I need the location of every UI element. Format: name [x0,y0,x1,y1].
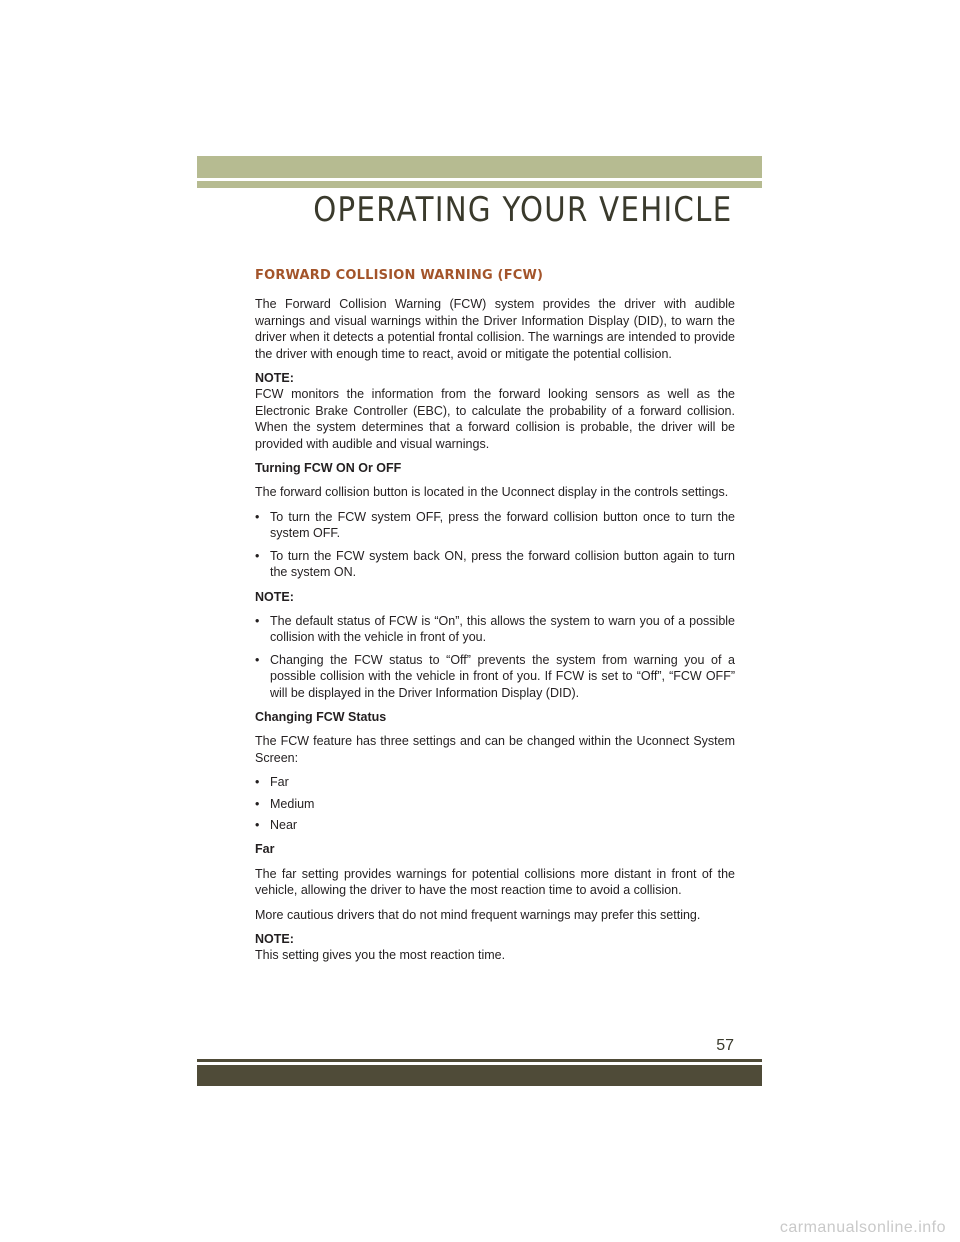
note-1-text: FCW monitors the information from the forward looking sensors as well as the Electronic Brake Controller (EBC), to calculate the probability of a forward collision. When the system determines that a forward collision is probable, the driver will be provided with audible and visual warnings. [255,387,735,451]
list-item: • To turn the FCW system OFF, press the forward collision button once to turn the system OFF. [255,509,735,542]
fcw-heading: FORWARD COLLISION WARNING (FCW) [255,268,544,283]
turning-paragraph: The forward collision button is located in the Uconnect display in the controls settings. [255,485,729,500]
settings-list [255,774,735,833]
footer-band [197,1065,762,1086]
header-band [197,156,762,178]
turning-heading: Turning FCW ON Or OFF [255,461,402,476]
list-item: • To turn the FCW system back ON, press the forward collision button again to turn the system ON. [255,548,735,581]
footer-band-thin [197,1059,762,1062]
note-1 [255,370,735,452]
status-heading: Changing FCW Status [255,709,387,724]
note-2-bullets [255,613,735,701]
list-item: • The default status of FCW is “On”, this allows the system to warn you of a possible collision with the vehicle in front of you. [255,613,735,646]
page-content [255,268,735,972]
note-1-label: NOTE: [255,371,294,386]
note-3 [255,931,735,964]
turning-bullets [255,509,735,581]
far-paragraph-1: The far setting provides warnings for potential collisions more distant in front of the vehicle, allowing the driver to have the most reaction time to avoid a collision. [255,866,735,898]
far-paragraph-2: More cautious drivers that do not mind frequent warnings may prefer this setting. [255,907,701,922]
header-band-thin [197,181,762,188]
list-item: • Near [255,817,735,833]
status-paragraph: The FCW feature has three settings and can be changed within the Uconnect System Screen: [255,734,735,765]
note-2-label: NOTE: [255,589,294,604]
list-item: • Far [255,774,735,790]
list-item: • Changing the FCW status to “Off” prevents the system from warning you of a possible collision with the vehicle in front of you. If FCW is set to “Off”, “FCW OFF” will be displayed in the Driver Information Display (DID). [255,652,735,701]
watermark: carmanualsonline.info [779,1219,946,1236]
far-heading: Far [255,842,275,857]
note-3-text: This setting gives you the most reaction time. [255,948,506,963]
list-item: • Medium [255,796,735,812]
note-3-label: NOTE: [255,932,294,946]
intro-paragraph: The Forward Collision Warning (FCW) system provides the driver with audible warnings and visual warnings within the Driver Information Display (DID), to warn the driver when it detects a potential frontal collision. The warnings are intended to provide the driver with enough time to react, avoid or mitigate the potential collision. [255,297,735,361]
page-number: 57 [716,1037,734,1054]
section-title: OPERATING YOUR VEHICLE [312,190,732,230]
